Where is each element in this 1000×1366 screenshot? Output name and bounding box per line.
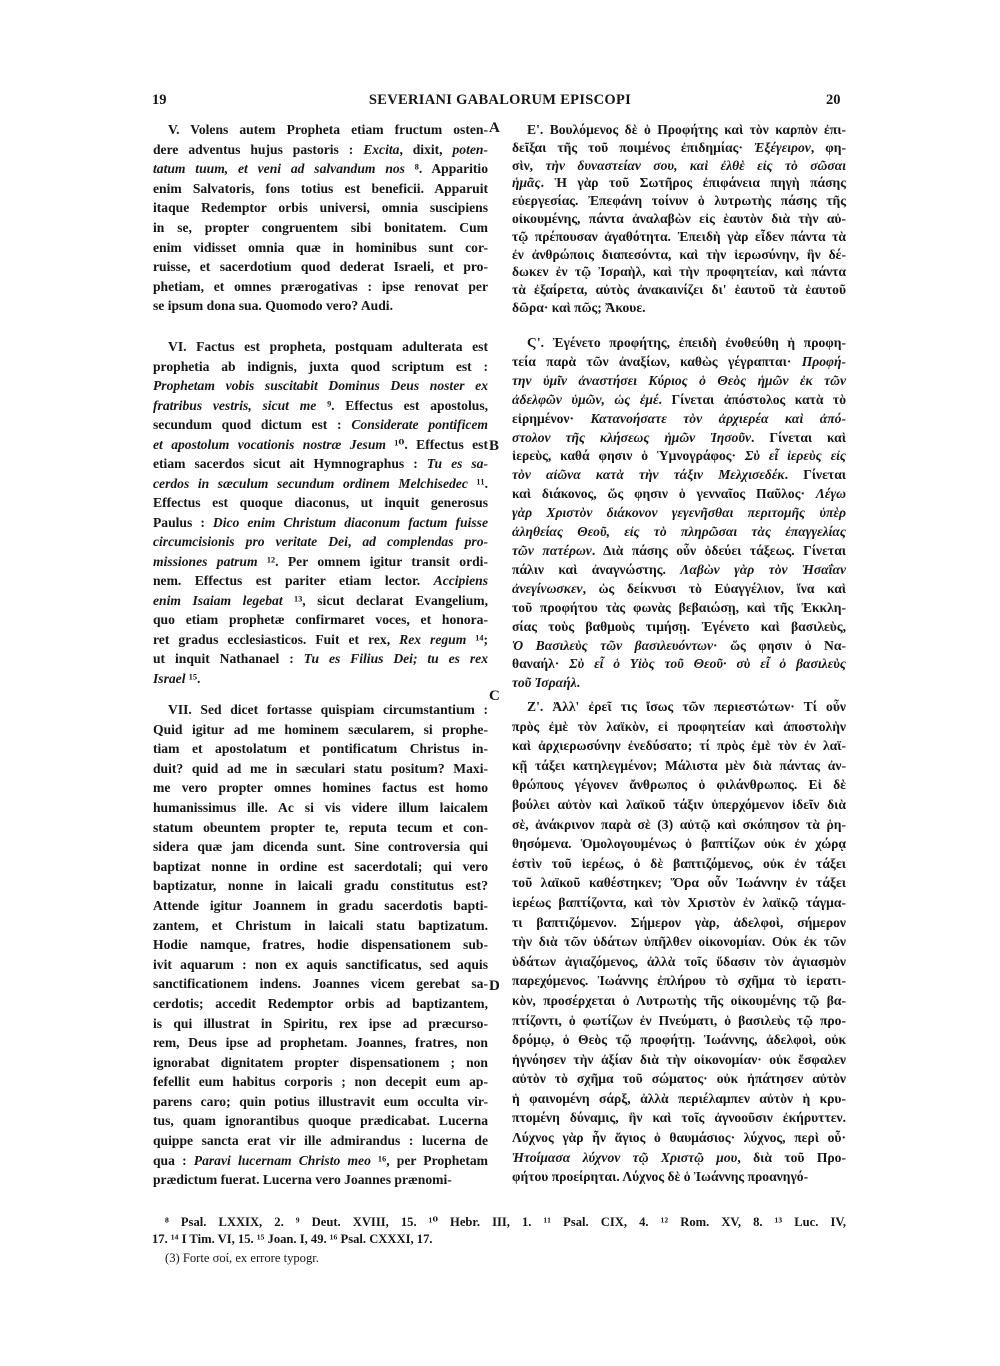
text-run: πτομένη δύναμις, ἣν καὶ τοῖς ἀγνοοῦσιν ἐκήρυττεν. [512, 1110, 846, 1126]
text-line [512, 504, 846, 523]
text-line [512, 263, 846, 281]
italic-quotation: Κατανοήσατε τὸν ἀρχιερέα καὶ ἀπό- [590, 410, 846, 426]
text-line [512, 674, 846, 693]
text-line [512, 599, 846, 618]
italic-quotation: στολον τῆς κλήσεως ἡμῶν Ἰησοῦν [512, 429, 752, 445]
italic-quotation: Σὺ εἶ ἱερεὺς εἰς [744, 448, 846, 464]
text-run: tiam et apostolatum et pontificatum Christus in- [153, 741, 488, 757]
text-line [153, 376, 488, 396]
text-line [153, 818, 488, 838]
text-run: in se, propter congruentem sibi bonitatem. Cum [153, 219, 488, 235]
section-marker-c: C [489, 688, 500, 704]
text-run: δῶρα· καὶ πῶς; Ἄκουε. [512, 299, 646, 315]
text-line [153, 198, 488, 218]
italic-quotation: poten- [452, 141, 488, 157]
italic-quotation: Λαβὼν γὰρ τὸν Ἡσαΐαν [680, 561, 847, 577]
text-line [512, 485, 846, 504]
italic-quotation: et apostolum vocationis nostræ Jesum [153, 436, 386, 452]
text-line [512, 429, 846, 448]
text-run: rem, Deus ipse ad prophetam. Joannes, fratres, non [153, 1035, 488, 1051]
text-run: fefellit eum habitus corporis ; non decepit eum ap- [153, 1074, 488, 1090]
text-line [512, 353, 846, 372]
text-run: sidera quæ jam dicenda sunt. Sine controversia qui [153, 839, 488, 855]
text-run: ¹². Per omnem igitur transit ordi- [257, 553, 488, 569]
text-run: ret gradus ecclesiasticos. Fuit et rex, [153, 631, 400, 647]
text-run: εὐεργεσίας. Ἐπεφάνη τοίνυν ὁ λυτρωτὴς πάσης τῆς [512, 193, 846, 209]
italic-quotation: Σὺ εἶ ὁ Υἱὸς τοῦ Θεοῦ· σὺ εἶ ὁ βασιλεὺς [569, 656, 846, 672]
text-run: καὶ ἀρχιερωσύνην ἐνεδύσατο; τί πρὸς ἐμὲ τὸν ἐν λαϊ- [512, 738, 846, 754]
text-line [512, 157, 846, 175]
text-line [512, 1050, 846, 1070]
text-line [512, 873, 846, 893]
text-line [512, 246, 846, 264]
text-run: V. Volens autem Propheta etiam fructum osten- [168, 122, 488, 137]
text-run: δρόμῳ, ὁ Θεὸς τῷ προφήτῃ. Ἰωάννης, ἀδελφοὶ, οὐκ [512, 1032, 846, 1048]
text-line [153, 778, 488, 798]
text-line [512, 1167, 846, 1187]
text-line [153, 396, 488, 416]
italic-quotation: ἀληθείας Θεοῦ, εἰς τὸ πληρῶσαι τὰς ἐπαγγελίας [512, 524, 846, 540]
text-run: σὲ, ἀνάκρινον παρὰ σὲ (3) αὐτῷ καὶ σκόπησον τὰ ῥη- [512, 816, 846, 832]
text-line [512, 697, 846, 717]
italic-quotation: cerdos in sæculum secundum ordinem Melchisedec [153, 475, 468, 491]
text-run: Paulus : [153, 514, 213, 530]
text-run: baptizatur, nonne in laicali gradu constitutus est? [153, 878, 488, 894]
text-line [512, 281, 846, 299]
text-line [512, 971, 846, 991]
greek-paragraph-7 [512, 697, 846, 1187]
text-line [512, 121, 846, 139]
italic-quotation: Excita [363, 141, 400, 157]
text-run: δωκεν ἐν τῷ Ἰσραὴλ, καὶ τὴν προφητείαν, καὶ πάντα [512, 264, 846, 280]
text-run: qua : [153, 1152, 194, 1168]
text-line [153, 337, 488, 357]
text-run: σὶν, [512, 157, 546, 173]
text-line [153, 1111, 488, 1131]
running-title: SEVERIANI GABALORUM EPISCOPI [368, 92, 632, 108]
italic-quotation: Accipiens [433, 573, 488, 588]
text-run: · ὥς φησιν ὁ Να- [713, 637, 846, 653]
text-run: . Γίνεται [784, 467, 846, 483]
italic-quotation: ἀδελφῶν ὑμῶν, ὡς ἐμέ [512, 391, 659, 407]
text-line [153, 513, 488, 533]
latin-paragraph-vi [153, 337, 488, 688]
text-run: ⁹. Effectus est apostolus, [316, 397, 489, 413]
text-line [512, 1128, 846, 1148]
text-line [153, 1033, 488, 1053]
italic-quotation: τῶν πατέρων [512, 542, 592, 558]
text-run: τὰ ἐξαίρετα, αὐτὸς ἀνακαινίζει δι' ἑαυτοῦ τὰ ἑαυτοῦ [512, 282, 846, 298]
greek-paragraph-6 [512, 334, 846, 693]
italic-quotation: Ἡτοίμασα λύχνον τῷ Χριστῷ μου [512, 1149, 738, 1165]
text-line [153, 759, 488, 779]
footnote-references-line-2: 17. ¹⁴ I Tim. VI, 15. ¹⁵ Joan. I, 49. ¹⁶ Psal. CXXXI, 17. [152, 1232, 433, 1246]
text-line [153, 435, 488, 455]
text-line [153, 720, 488, 740]
text-run: οἰκουμένης, πάντα ἀναλαβὼν εἰς ἑαυτὸν διὰ τὴν αὐ- [512, 210, 846, 226]
italic-quotation: γὰρ Χριστὸν διάκονον γεγενῆσθαι περιτομῆς ὑπὲρ [512, 505, 846, 521]
text-line [512, 1148, 846, 1168]
italic-quotation: Rex regum [399, 631, 467, 647]
text-line [153, 218, 488, 238]
text-line [153, 974, 488, 994]
text-line [512, 391, 846, 410]
section-marker-b: B [489, 438, 500, 454]
text-line [512, 410, 846, 429]
text-run: se ipsum dona sua. Quomodo vero? Audi. [153, 298, 393, 314]
text-run: φήτου προείρηται. Λύχνος δὲ ὁ Ἰωάννης προανηγό- [512, 1169, 809, 1185]
text-line [153, 837, 488, 857]
text-line [512, 775, 846, 795]
section-marker-a: A [489, 120, 500, 136]
text-run: baptizat nonne in ordine est sacerdotali; qui vero [153, 858, 488, 874]
text-line [153, 896, 488, 916]
text-line [153, 876, 488, 896]
text-line [512, 1089, 846, 1109]
text-run: . Γίνεται καὶ [751, 429, 846, 445]
page-number-left: 19 [152, 92, 167, 108]
text-line [512, 1011, 846, 1031]
greek-paragraph-5 [512, 121, 846, 317]
text-line [153, 630, 488, 650]
text-run: humanissimus ille. Ac si vis videre illum laicalem [153, 799, 488, 815]
text-run: enim Salvatoris, fons totius est beneficii. Apparuit [153, 180, 488, 196]
text-line [153, 552, 488, 572]
text-run: ut inquit Nathanael : [153, 651, 304, 666]
text-run: θαναήλ· [512, 656, 570, 672]
text-line [512, 717, 846, 737]
text-line [153, 1170, 488, 1190]
text-run: . Διὰ πάσης οὖν ὁδεύει τάξεως. Γίνεται [591, 542, 846, 558]
footnote-references-line-1: ⁸ Psal. LXXIX, 2. ⁹ Deut. XVIII, 15. ¹⁰ Hebr. III, 1. ¹¹ Psal. CIX, 4. ¹² Rom. XV, 8. ¹³ Luc. IV, [165, 1215, 846, 1229]
text-run: ἱερεὺς, καθά φησιν ὁ Ὑμνογράφος· [512, 448, 745, 464]
text-line [153, 493, 488, 513]
text-line [153, 610, 488, 630]
text-line [153, 1014, 488, 1034]
text-run: ¹⁶, per Prophetam [370, 1152, 488, 1168]
text-run: quo etiam prophetæ confirmaret voces, et honora- [153, 612, 488, 627]
text-line [153, 916, 488, 936]
editorial-note: (3) Forte σοί, ex errore typogr. [165, 1251, 319, 1265]
italic-quotation: Considerate pontificem [351, 417, 488, 432]
text-line [512, 228, 846, 246]
text-run: ¹¹. [467, 475, 489, 491]
text-run: secundum quod dictum est : [153, 417, 352, 432]
text-run: θρώπους γέγονεν ἄνθρωπος ὁ φιλάνθρωπος. Εἰ δὲ [512, 777, 846, 793]
text-line [153, 994, 488, 1014]
text-line [153, 739, 488, 759]
text-run: Λύχνος γὰρ ἦν ἅγιος ὁ θαυμάσιος· λύχνος, περὶ οὗ· [512, 1130, 846, 1146]
text-run: cerdotis; accedit Redemptor orbis ad baptizantem, [153, 995, 488, 1011]
text-run: ἡ φαινομένη σάρξ, ἀλλὰ περιέλαμπεν αὐτὸν ἡ κρυ- [512, 1090, 846, 1106]
text-run: sanctificationem indens. Joannes vicem gerebat sa- [153, 976, 488, 992]
text-run: zantem, et Christum in laicali statu baptizatum. [153, 917, 488, 933]
page-number-right: 20 [826, 92, 841, 108]
text-run: κῇ τάξει κατηλεγμένον; Μάλιστα μὲν διὰ πάντας ἀν- [512, 757, 846, 773]
text-line [153, 700, 488, 720]
text-run: τι βαπτιζόμενον. Σήμερον γὰρ, ἀδελφοὶ, σήμερον [512, 914, 846, 930]
text-run: τοῦ λαϊκοῦ καθέστηκεν; Ὅρα οὖν Ἰωάννην ἐν τάξει [512, 875, 846, 891]
text-line [512, 523, 846, 542]
text-line [153, 1151, 488, 1171]
text-line [512, 1108, 846, 1128]
text-line [512, 1069, 846, 1089]
text-line [512, 795, 846, 815]
text-run: ἱερέως βαπτίζοντα, καὶ τὸν Χριστὸν ἐν λαϊκῷ τάγμα- [512, 894, 846, 910]
text-run: ὑδάτων ἁγιαζόμενος, ἀλλὰ τοῖς ὕδασιν τὸν ἁγιασμὸν [512, 953, 846, 969]
text-run: παρεχόμενος. Ἰωάννης ἐπλήρου τὸ σχῆμα τὸ ἱερατι- [512, 973, 846, 989]
text-run: θησόμενα. Ὁμολογουμένως ὁ βαπτίζων οὐκ ἐν χώρᾳ [512, 836, 846, 852]
italic-quotation: Dico enim Christum diaconum factum fuisse [212, 514, 488, 530]
text-line [153, 1072, 488, 1092]
italic-quotation: enim Isaiam legebat [153, 592, 283, 608]
text-run: καὶ διάκονος, ὥς φησιν ὁ γενναῖος Παῦλος· [512, 486, 816, 502]
text-line [153, 357, 488, 377]
text-line [512, 854, 846, 874]
text-run: Ζ'. Ἀλλ' ἐρεῖ τις ἴσως τῶν περιεστώτων· Τί οὖν [527, 699, 846, 714]
text-run: εἰρημένον· [512, 410, 591, 426]
italic-quotation: ἀνεγίνωσκεν [512, 580, 583, 596]
text-line [512, 815, 846, 835]
italic-quotation: Paravi lucernam Christo meo [193, 1152, 371, 1168]
italic-quotation: τοῦ Ἰσραήλ [512, 675, 577, 691]
text-run: statum obeuntem propter te, reputa tecum et con- [153, 819, 488, 835]
text-line [512, 655, 846, 674]
text-line [153, 935, 488, 955]
text-run: , dixit, [399, 141, 453, 157]
text-run: prophetia ab indignis, juxta quod scriptum est : [153, 358, 488, 374]
italic-quotation: την ὑμῖν ἀναστήσει Κύριος ὁ Θεὸς ἡμῶν ἐκ τῶν [512, 372, 846, 388]
text-line [512, 174, 846, 192]
text-line [153, 179, 488, 199]
text-run: ignorabat dignitatem propter dispensationem ; non [153, 1054, 488, 1070]
text-run: , φη- [810, 139, 846, 155]
italic-quotation: τὸν αἰῶνα κατὰ τὴν τάξιν Μελχισεδέκ [512, 467, 785, 483]
text-run: ruisse, et sacerdotium quod dederat Israeli, et pro- [153, 259, 488, 275]
italic-quotation: Ἐξέγειρον [753, 139, 811, 155]
text-line [153, 415, 488, 435]
text-line [512, 139, 846, 157]
text-line [512, 542, 846, 561]
text-line [512, 756, 846, 776]
text-run: is qui illustrat in Spiritu, rex ipse ad præcurso- [153, 1015, 488, 1031]
text-run: , διὰ τοῦ Προ- [737, 1149, 846, 1165]
text-run: τεία παρὰ τῶν ἀναξίων, καθὼς γέγραπται· [512, 353, 802, 369]
text-line [512, 932, 846, 952]
text-run: Ϛ'. Ἐγένετο προφήτης, ἐπειδὴ ἐνοθεύθη ἡ προφη- [527, 335, 846, 350]
text-line [512, 466, 846, 485]
italic-quotation: Tu es sa- [426, 456, 488, 471]
text-run: κὸν, προσέρχεται ὁ Λυτρωτὴς τῆς οἰκουμένης τῷ βα- [512, 992, 846, 1008]
text-line [153, 669, 488, 689]
italic-quotation: Προφή- [801, 353, 846, 369]
italic-quotation: tatum tuum, et veni ad salvandum nos [153, 161, 405, 177]
text-run: πτίζοντι, ὁ φωτίζων ἐν Πνεύματι, ὁ βασιλεὺς τῷ προ- [512, 1012, 846, 1028]
text-run: ivit aquarum : non ex aquis sanctificatus, sed aquis [153, 956, 488, 972]
text-run: . [576, 675, 581, 691]
text-line [153, 532, 488, 552]
text-line [153, 955, 488, 975]
text-run: etiam sacerdos sicut ait Hymnographus : [153, 456, 427, 471]
text-line [512, 618, 846, 637]
text-run: ¹⁰. Effectus est [385, 436, 488, 452]
text-line [512, 447, 846, 466]
text-run: enim vidisset omnia quæ in hominibus sunt cor- [153, 239, 488, 255]
text-line [512, 372, 846, 391]
text-run: τὴν διὰ τῶν ὑδάτων ὑπῆλθεν οἰκονομίαν. Οὐκ ἐκ τῶν [512, 934, 846, 950]
text-run: phetiam, et omnes prærogativas : ipse renovat per [153, 278, 488, 294]
text-line [153, 798, 488, 818]
text-run: Attende igitur Joannem in gradu sacerdotis bapti- [153, 897, 488, 913]
text-line [153, 277, 488, 297]
text-run: dere adventus hujus pastoris : [153, 141, 364, 157]
text-line [153, 1131, 488, 1151]
text-run: parens caro; quin potius illustravit eum occulta vir- [153, 1093, 488, 1109]
text-run: ¹⁵. [185, 670, 201, 686]
italic-quotation: Prophetam vobis suscitabit Dominus Deus noster ex [153, 378, 488, 393]
text-run: me vero propter omnes homines factus est homo [153, 780, 488, 796]
text-run: ⁸. Apparitio [404, 161, 488, 177]
text-run: quippe sancta erat vir ille admirandus : lucerna de [153, 1133, 488, 1149]
italic-quotation: Israel [153, 670, 186, 686]
text-line [153, 1092, 488, 1112]
text-run: itaque Redemptor orbis universi, omnia suscipiens [153, 200, 488, 216]
text-line [512, 834, 846, 854]
italic-quotation: Ὁ Βασιλεὺς τῶν βασιλευόντων [512, 637, 714, 653]
text-run: tus, quam ignorantibus quoque prædicabat. Lucerna [153, 1113, 488, 1129]
text-line [512, 913, 846, 933]
text-line [512, 991, 846, 1011]
text-run: Hodie namque, fratres, hodie dispensationem sub- [153, 937, 488, 953]
text-line [512, 299, 846, 317]
text-run: prædictum fuerat. Lucerna vero Joannes prænomi- [153, 1172, 452, 1188]
text-run: πάλιν καὶ ἀναγνώστης. [512, 561, 681, 577]
text-line [153, 238, 488, 258]
text-line [512, 192, 846, 210]
text-line [153, 571, 488, 591]
text-run: ἐστὶν τοῦ ἱερέως, ὁ δὲ βαπτιζόμενος, οὐκ ἐν τάξει [512, 855, 846, 871]
text-line [153, 857, 488, 877]
latin-paragraph-v [153, 120, 488, 316]
text-run: . Ἡ γὰρ τοῦ Σωτῆρος ἐπιφάνεια πηγὴ πάσης [540, 175, 846, 191]
text-run: duit? quid ad me in sæculari statu positum? Maxi- [153, 760, 488, 776]
italic-quotation: ἡμᾶς [512, 175, 541, 191]
text-line [153, 140, 488, 160]
text-line [512, 736, 846, 756]
text-line [512, 637, 846, 656]
text-run: Quid igitur ad me hominem sæcularem, si prophe- [153, 721, 488, 737]
text-run: τοῦ προφήτου τὰς φωνὰς βεβαιώσῃ, καὶ τῆς Ἐκκλη- [512, 599, 846, 615]
text-run: ¹⁴; [466, 631, 488, 647]
text-line [512, 334, 846, 353]
text-run: σίας τοὺς βαθμοὺς τιμήσῃ. Ἐγένετο καὶ βασιλεὺς, [512, 618, 846, 634]
text-line [153, 159, 488, 179]
text-run: Effectus est quoque diaconus, ut inquit generosus [153, 495, 488, 510]
text-run: δεῖξαι τῆς τοῦ ποιμένος ἐπιδημίας· [512, 139, 754, 155]
text-run: πρὸς ἐμὲ τὸν λαϊκὸν, εἰ προφητείαν καὶ ἀποστολὴν [512, 718, 846, 734]
text-line [512, 952, 846, 972]
italic-quotation: ad complendas pro- [362, 534, 489, 549]
text-run: VII. Sed dicet fortasse quispiam circumstantium : [168, 702, 488, 717]
italic-quotation: circumcisionis pro veritate Dei [153, 534, 348, 549]
text-run: βούλει αὐτὸν καὶ λαϊκοῦ τάξιν ὑπερχόμενον ἰδεῖν διὰ [512, 796, 846, 812]
text-line [512, 210, 846, 228]
text-run: ἠγνόησεν τὴν ἀξίαν διὰ τὴν οἰκονομίαν· οὐκ ἔσφαλεν [512, 1051, 846, 1067]
text-line [512, 561, 846, 580]
text-run: Ε'. Βουλόμενος δὲ ὁ Προφήτης καὶ τὸν καρπὸν ἐπι- [527, 122, 846, 137]
italic-quotation: fratribus vestris, sicut me [153, 397, 317, 413]
text-run: , [347, 534, 363, 549]
text-line [512, 893, 846, 913]
text-run: ἐν ἀνθρώποις διαπεσόντα, καὶ τὴν ἱερωσύνην, ἣν δέ- [512, 246, 846, 262]
text-run: , ὡς δείκνυσι τὸ Εὐαγγέλιον, ἵνα καὶ [582, 580, 846, 596]
text-line [153, 257, 488, 277]
text-line [153, 649, 488, 669]
text-run: τῷ πρέπουσαν ἀγαθότητα. Ἐπειδὴ γὰρ εἶδεν πάντα τὰ [512, 228, 846, 244]
latin-paragraph-vii [153, 700, 488, 1190]
italic-quotation: Tu es Filius Dei; tu es rex [303, 651, 488, 666]
text-line [153, 591, 488, 611]
text-run: VI. Factus est propheta, postquam adulterata est [168, 339, 488, 354]
text-run: . Γίνεται ἀπόστολος κατὰ τὸ [658, 391, 846, 407]
text-line [512, 1030, 846, 1050]
text-line [153, 1053, 488, 1073]
text-line [512, 580, 846, 599]
italic-quotation: Λέγω [815, 486, 846, 502]
text-run: αὐτὸν τὸ σχῆμα τοῦ σώματος· οὐκ ἠπάτησεν αὐτὸν [512, 1071, 846, 1087]
section-marker-d: D [489, 978, 500, 994]
italic-quotation: τὴν δυναστείαν σου, καὶ ἐλθὲ εἰς τὸ σῶσαι [545, 157, 847, 173]
italic-quotation: missiones patrum [153, 553, 258, 569]
text-line [153, 454, 488, 474]
text-run: nem. Effectus est pariter etiam lector. [153, 573, 434, 588]
text-line [153, 474, 488, 494]
text-run: ¹³, sicut declarat Evangelium, [282, 592, 488, 608]
text-line [153, 120, 488, 140]
text-line [153, 296, 488, 316]
